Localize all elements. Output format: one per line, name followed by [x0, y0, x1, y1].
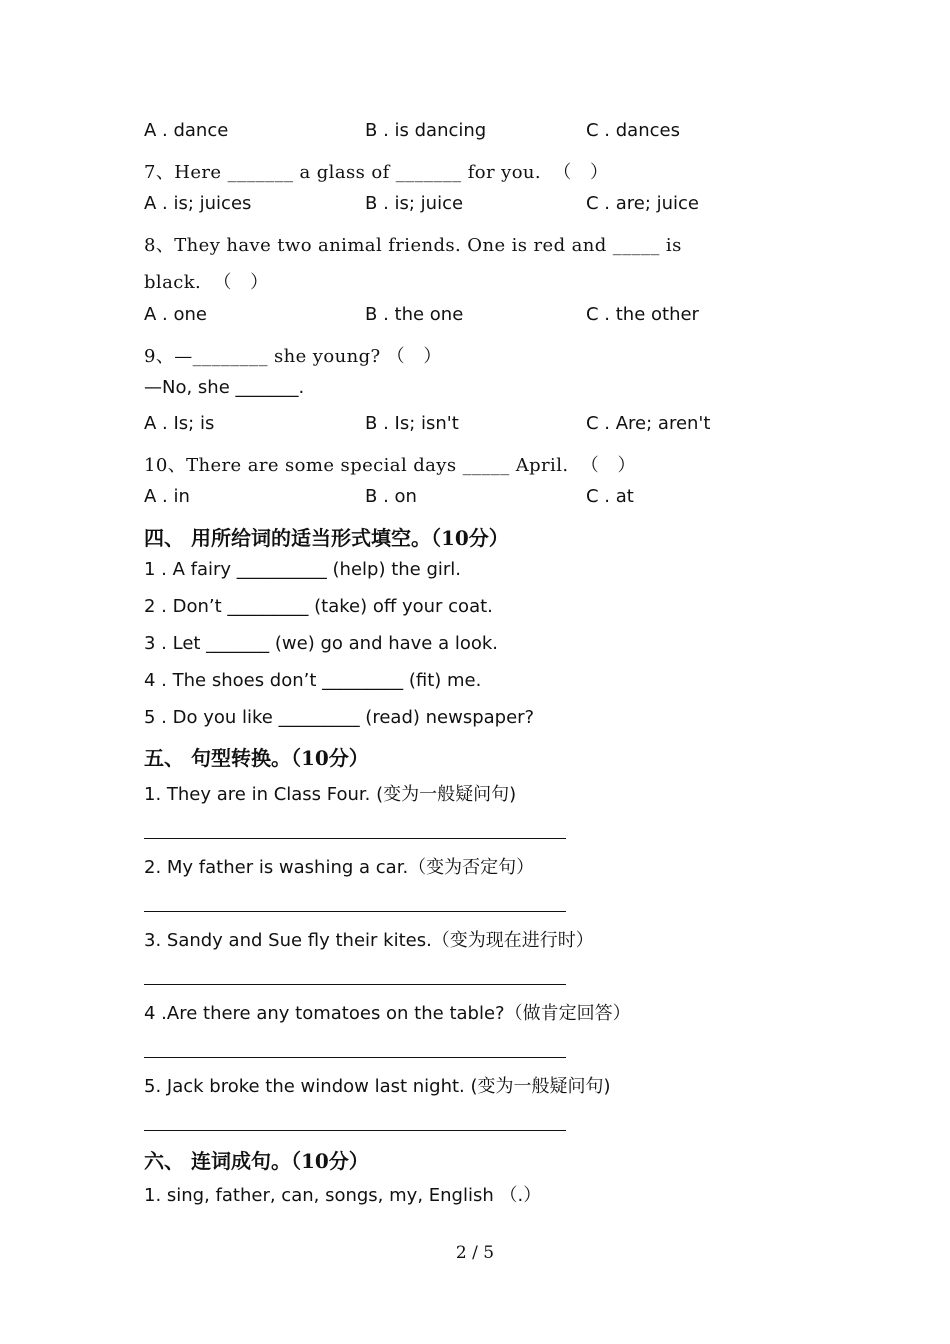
answer-line-3: [144, 984, 566, 985]
q7-option-c: C . are; juice: [586, 193, 700, 214]
q7-stem: 7、Here _______ a glass of _______ for you. （ ）: [144, 162, 609, 183]
section4-item-4: 4 . The shoes don’t _________ (fit) me.: [144, 670, 482, 691]
section6-item-1: 1. sing, father, can, songs, my, English （.）: [144, 1185, 542, 1206]
q9-option-c: C . Are; aren't: [586, 413, 711, 434]
section5-item-5: 5. Jack broke the window last night. (变为一般疑问句): [144, 1076, 611, 1097]
section5-item-3: 3. Sandy and Sue fly their kites.（变为现在进行时）: [144, 930, 594, 951]
q10-stem: 10、There are some special days _____ April. （ ）: [144, 455, 636, 476]
q9-option-b: B . Is; isn't: [365, 413, 459, 434]
section4-item-5: 5 . Do you like _________ (read) newspaper?: [144, 707, 535, 728]
section5-item-4: 4 .Are there any tomatoes on the table?（做肯定回答）: [144, 1003, 631, 1024]
q8-option-c: C . the other: [586, 304, 699, 325]
q8-stem-line2: black. （ ）: [144, 272, 269, 293]
q7-option-a: A . is; juices: [144, 193, 252, 214]
q8-option-b: B . the one: [365, 304, 464, 325]
q6-option-a: A . dance: [144, 120, 229, 141]
answer-line-4: [144, 1057, 566, 1058]
q9-option-a: A . Is; is: [144, 413, 215, 434]
answer-line-2: [144, 911, 566, 912]
q8-option-a: A . one: [144, 304, 207, 325]
q6-option-c: C . dances: [586, 120, 680, 141]
section5-item-2: 2. My father is washing a car.（变为否定句）: [144, 857, 535, 878]
section5-item-1: 1. They are in Class Four. (变为一般疑问句): [144, 784, 517, 805]
section4-title: 四、 用所给词的适当形式填空。（10分）: [144, 526, 509, 550]
answer-line-1: [144, 838, 566, 839]
q8-stem-line1: 8、They have two animal friends. One is red and _____ is: [144, 235, 682, 256]
q9-stem-line2: —No, she _______.: [144, 377, 305, 398]
section4-item-2: 2 . Don’t _________ (take) off your coat.: [144, 596, 493, 617]
q6-option-b: B . is dancing: [365, 120, 487, 141]
answer-line-5: [144, 1130, 566, 1131]
section4-item-3: 3 . Let _______ (we) go and have a look.: [144, 633, 499, 654]
q10-option-c: C . at: [586, 486, 634, 507]
q9-stem-line1: 9、—________ she young? （ ）: [144, 346, 442, 367]
q7-option-b: B . is; juice: [365, 193, 464, 214]
page-number: 2 / 5: [455, 1243, 495, 1263]
q10-option-a: A . in: [144, 486, 190, 507]
section4-item-1: 1 . A fairy __________ (help) the girl.: [144, 559, 462, 580]
section5-title: 五、 句型转换。（10分）: [144, 746, 369, 770]
section6-title: 六、 连词成句。（10分）: [144, 1149, 369, 1173]
q10-option-b: B . on: [365, 486, 417, 507]
